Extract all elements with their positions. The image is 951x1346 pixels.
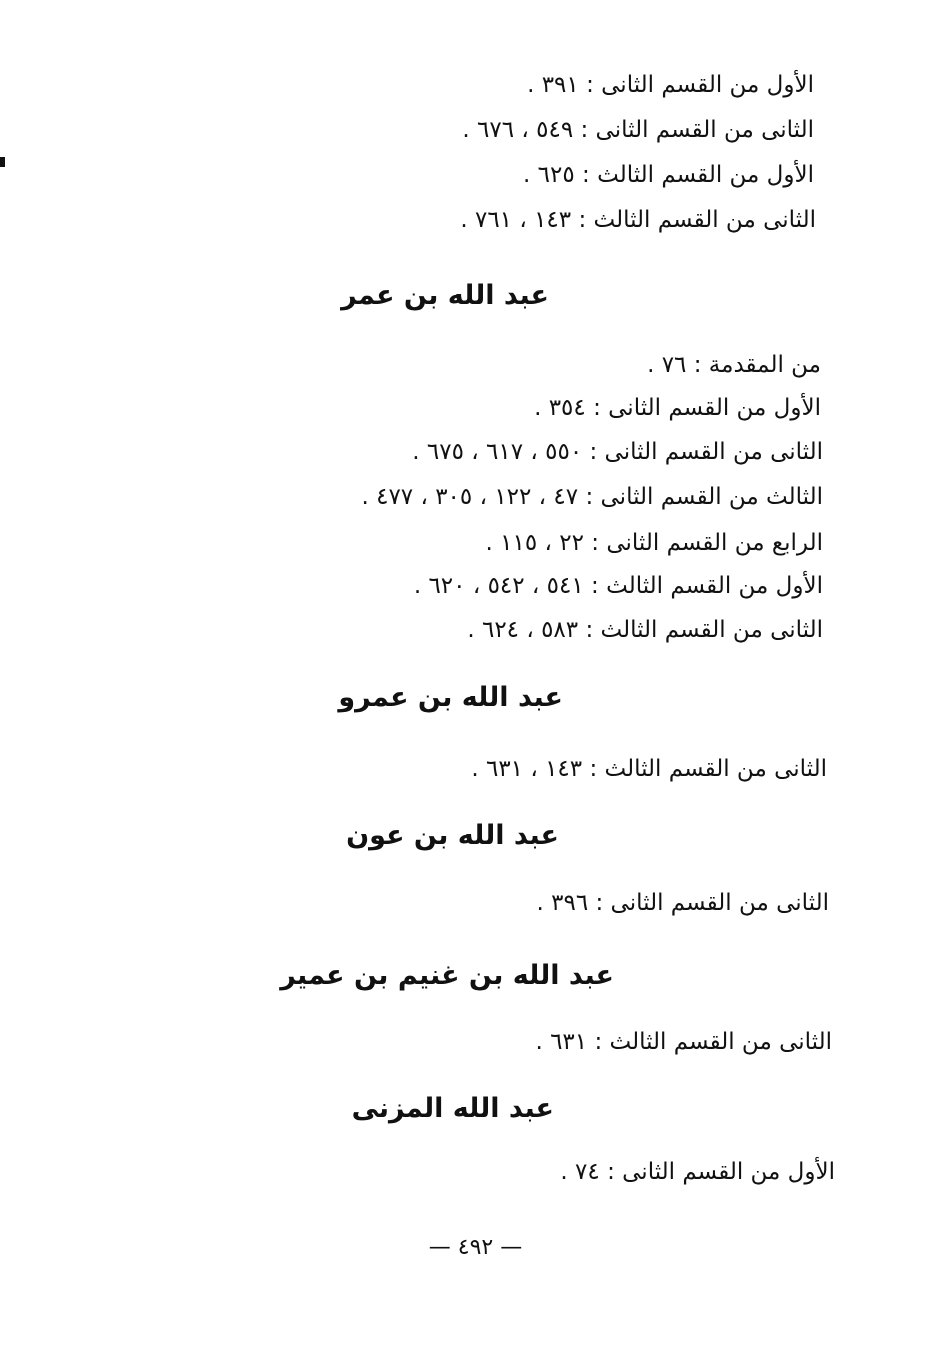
section-heading: عبد الله المزنى [351, 1093, 554, 1124]
page-number: — ٤٩٢ — [428, 1235, 523, 1260]
index-entry: الثانى من القسم الثانى : ٥٤٩ ، ٦٧٦ . [462, 117, 814, 143]
index-entry: الأول من القسم الثانى : ٣٩١ . [527, 72, 814, 98]
index-entry: الثانى من القسم الثالث : ١٤٣ ، ٦٣١ . [471, 756, 827, 782]
index-entry: من المقدمة : ٧٦ . [647, 352, 821, 378]
index-entry: الأول من القسم الثانى : ٧٤ . [560, 1159, 835, 1185]
margin-mark [0, 157, 5, 167]
section-heading: عبد الله بن غنيم بن عمير [280, 960, 614, 991]
index-entry: الثانى من القسم الثالث : ٥٨٣ ، ٦٢٤ . [467, 617, 823, 643]
index-entry: الثانى من القسم الثالث : ١٤٣ ، ٧٦١ . [460, 207, 816, 233]
section-heading: عبد الله بن عمرو [338, 682, 563, 713]
index-entry: الثالث من القسم الثانى : ٤٧ ، ١٢٢ ، ٣٠٥ ، ٤٧٧ . [361, 484, 823, 510]
index-entry: الثانى من القسم الثانى : ٣٩٦ . [536, 890, 829, 916]
index-entry: الأول من القسم الثانى : ٣٥٤ . [534, 395, 821, 421]
section-heading: عبد الله بن عمر [341, 280, 549, 311]
index-entry: الأول من القسم الثالث : ٦٢٥ . [523, 162, 814, 188]
index-entry: الثانى من القسم الثالث : ٦٣١ . [535, 1029, 832, 1055]
index-entry: الرابع من القسم الثانى : ٢٢ ، ١١٥ . [485, 530, 823, 556]
index-entry: الأول من القسم الثالث : ٥٤١ ، ٥٤٢ ، ٦٢٠ . [413, 573, 823, 599]
section-heading: عبد الله بن عون [346, 820, 559, 851]
index-entry: الثانى من القسم الثانى : ٥٥٠ ، ٦١٧ ، ٦٧٥ . [412, 439, 823, 465]
